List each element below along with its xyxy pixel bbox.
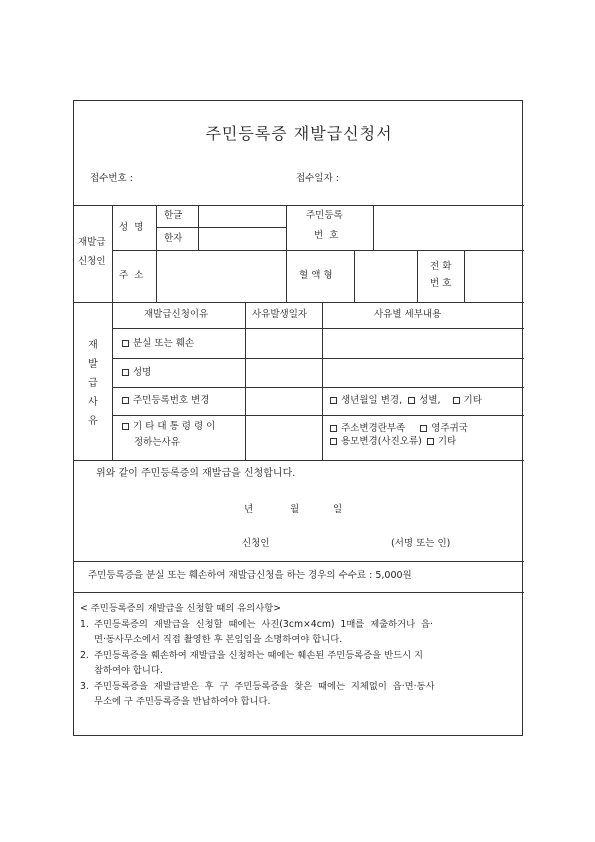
checkbox[interactable] <box>427 438 434 445</box>
address-field[interactable] <box>158 252 284 300</box>
column-header-reason: 재발급신청이유 <box>144 309 209 320</box>
checkbox[interactable] <box>453 397 460 404</box>
applicant-sign-label: 신청인 <box>242 538 270 549</box>
divider <box>322 302 323 460</box>
divider <box>112 358 524 359</box>
reissue-application-form <box>73 100 523 736</box>
date-month-label: 월 <box>290 504 300 515</box>
hangul-label: 한글 <box>164 210 183 221</box>
checkbox[interactable] <box>330 397 337 404</box>
applicant-section-label: 재발급 <box>78 237 106 248</box>
receipt-number-label: 접수번호 : <box>90 173 133 184</box>
column-header-date: 사유발생일자 <box>252 309 308 320</box>
reason-option-other-cont: 정하는사유 <box>134 437 180 448</box>
divider <box>156 227 286 228</box>
divider <box>74 592 524 593</box>
checkbox[interactable] <box>122 369 129 376</box>
divider <box>74 561 524 562</box>
note-item-cont: 무소에 구 주민등록증을 반납하여야 합니다. <box>94 696 271 707</box>
blood-type-field[interactable] <box>356 252 416 300</box>
rrn-field[interactable] <box>374 207 522 248</box>
divider <box>112 250 524 251</box>
divider <box>112 328 524 329</box>
reason-option-rrn-change[interactable]: 주민등록번호 변경 <box>122 395 209 407</box>
checkbox[interactable] <box>420 425 427 432</box>
name-label: 성 명 <box>119 222 144 233</box>
reason-option-lost[interactable]: 분실 또는 훼손 <box>122 338 194 350</box>
checkbox[interactable] <box>122 340 129 347</box>
divider <box>464 250 465 302</box>
detail-options-other-2: 용모변경(사진오류) 기타 <box>330 436 456 448</box>
divider <box>74 460 524 461</box>
detail-options-rrn: 생년월일 변경, 성별, 기타 <box>330 395 482 407</box>
divider <box>417 250 418 302</box>
rrn-label: 번 호 <box>314 230 339 241</box>
form-title: 주민등록증 재발급신청서 <box>205 124 393 143</box>
notes-heading: < 주민등록증의 재발급을 신청할 때의 유의사항> <box>80 603 281 614</box>
phone-label: 전 화 <box>430 261 452 272</box>
divider <box>286 205 287 302</box>
divider <box>112 387 524 388</box>
note-item: 2. 주민등록증을 훼손하여 재발급을 신청하는 때에는 훼손된 주민등록증을 반드시 지 <box>80 649 423 661</box>
date-year-label: 년 <box>244 504 254 515</box>
rrn-label: 주민등록 <box>306 210 343 221</box>
reason-option-other[interactable]: 기 타 대 통 령 령 이 <box>122 421 215 433</box>
application-statement: 위와 같이 주민등록증의 재발급을 신청합니다. <box>96 468 296 479</box>
receipt-date-label: 접수일자 : <box>296 173 339 184</box>
blood-type-label: 혈 액 형 <box>299 270 333 281</box>
note-item-cont: 면·동사무소에서 직접 촬영한 후 본임임을 소명하여야 합니다. <box>94 634 343 645</box>
column-header-detail: 사유별 세부내용 <box>374 309 442 320</box>
divider <box>245 302 246 460</box>
phone-field[interactable] <box>466 252 522 300</box>
divider <box>74 205 524 206</box>
checkbox[interactable] <box>408 397 415 404</box>
checkbox[interactable] <box>122 397 129 404</box>
name-hangul-field[interactable] <box>198 208 286 227</box>
divider <box>74 302 524 303</box>
signature-note: (서명 또는 인) <box>391 538 451 549</box>
divider <box>112 302 113 460</box>
divider <box>156 205 157 302</box>
phone-label: 번 호 <box>430 278 452 289</box>
hanja-label: 한자 <box>164 233 183 244</box>
applicant-section-label: 신청인 <box>78 256 106 267</box>
note-item-cont: 참하여야 합니다. <box>94 665 163 676</box>
checkbox[interactable] <box>330 438 337 445</box>
checkbox[interactable] <box>122 423 129 430</box>
checkbox[interactable] <box>330 425 337 432</box>
reason-option-name[interactable]: 성명 <box>122 367 151 379</box>
note-item: 1. 주민등록증의 재발급을 신청할 때에는 사진(3cm×4cm) 1매를 제출하거나 읍· <box>80 618 433 630</box>
divider <box>112 205 113 302</box>
date-day-label: 일 <box>333 504 343 515</box>
address-label: 주 소 <box>119 270 144 281</box>
divider <box>354 250 355 302</box>
reason-section-label: 재 발 급 사 유 <box>88 340 98 427</box>
detail-options-other: 주소변경란부족 영주귀국 <box>330 423 468 435</box>
divider <box>112 415 524 416</box>
notes-section <box>80 601 514 710</box>
fee-text: 주민등록증을 분실 또는 훼손하여 재발급신청을 하는 경우의 수수료 : 5,000원 <box>88 570 412 581</box>
note-item: 3. 주민등록증을 재발급받은 후 구 주민등록증을 찾은 때에는 지체없이 읍·면·동사 <box>80 680 435 692</box>
name-hanja-field[interactable] <box>198 230 286 248</box>
